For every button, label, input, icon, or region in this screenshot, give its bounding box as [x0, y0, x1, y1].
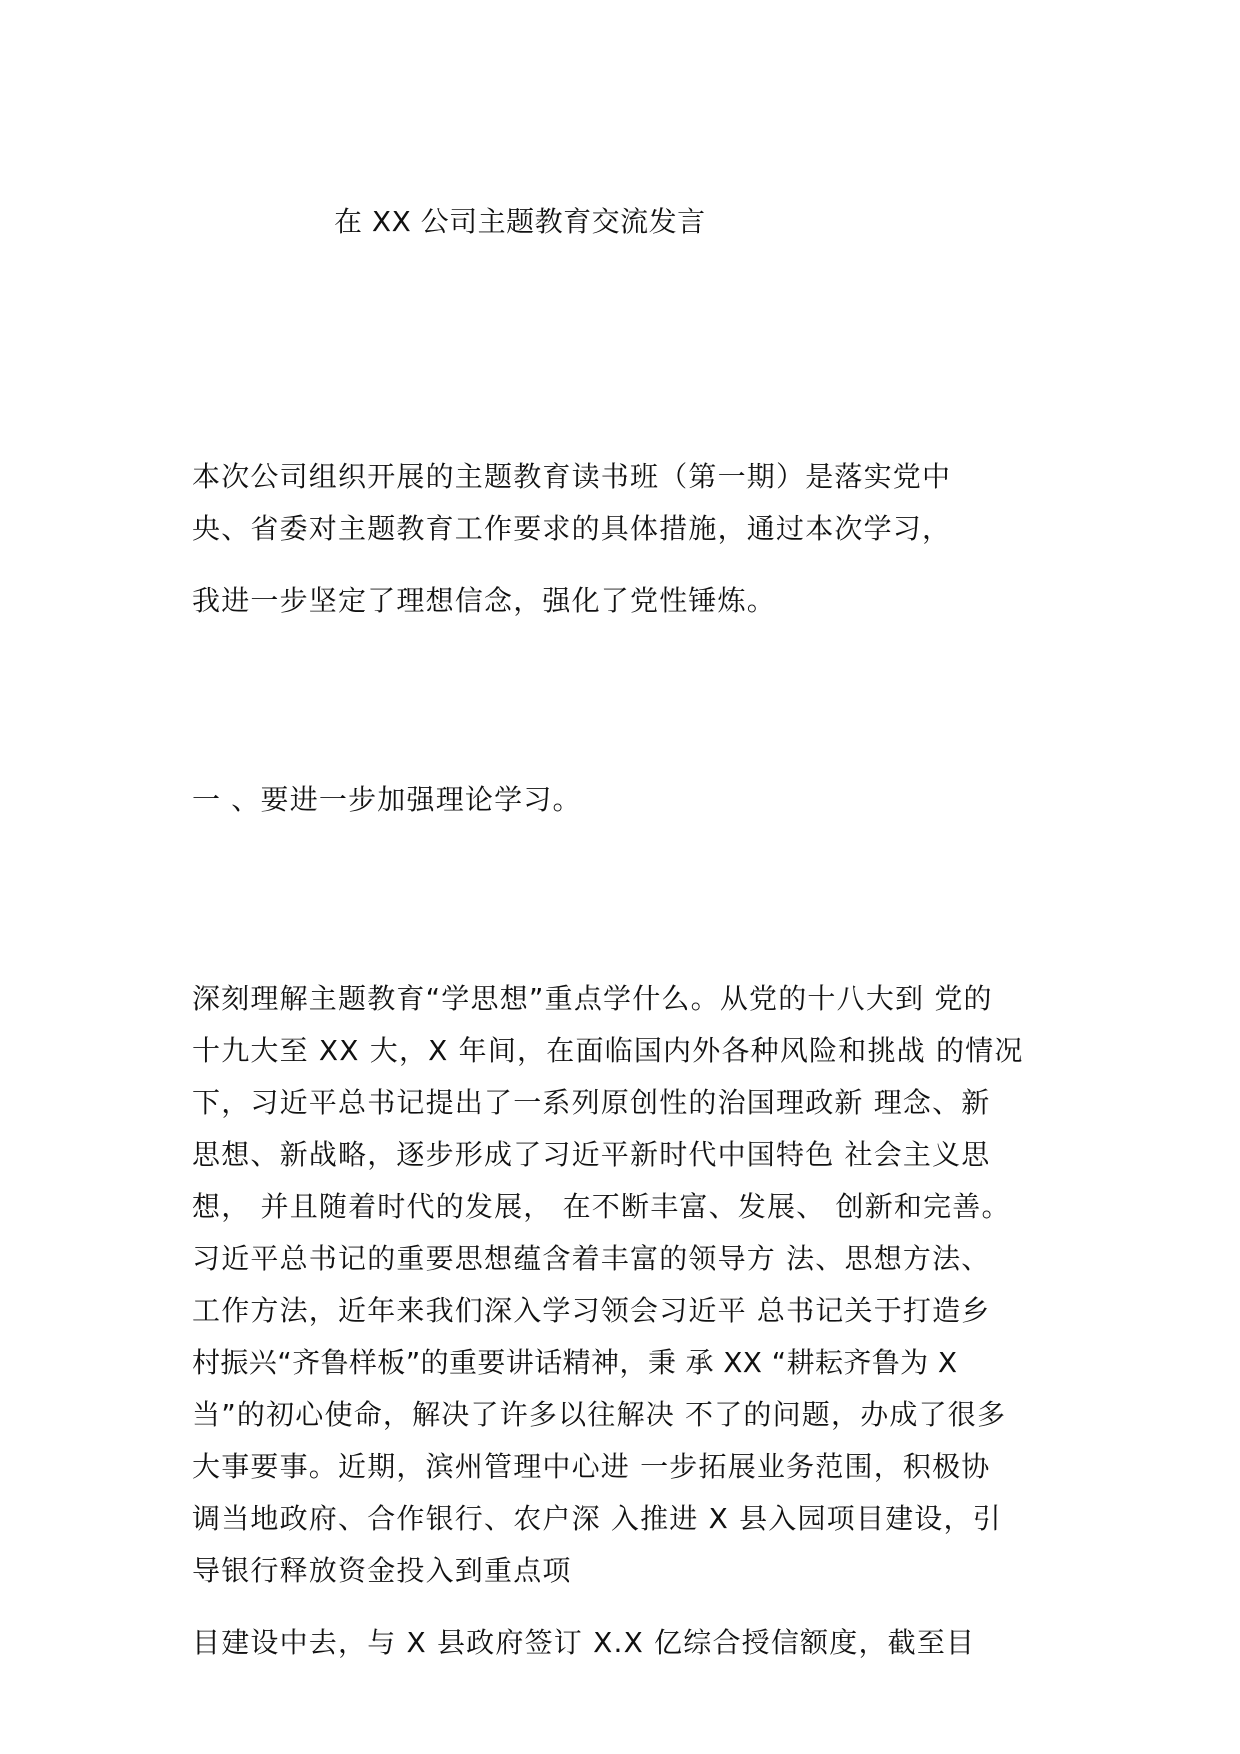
body-line: 工作方法，近年来我们深入学习领会习近平 总书记关于打造乡 [192, 1294, 991, 1327]
body-line: 下，习近平总书记提出了一系列原创性的治国理政新 理念、新 [192, 1086, 991, 1119]
body-line: 大事要事。近期，滨州管理中心进 一步拓展业务范围，积极协 [192, 1450, 991, 1483]
body-line: 十九大至 XX 大，X 年间，在面临国内外各种风险和挑战 的情况 [192, 1034, 1024, 1067]
body-line: 习近平总书记的重要思想蕴含着丰富的领导方 法、思想方法、 [192, 1242, 991, 1275]
body-line: 深刻理解主题教育“学思想”重点学什么。从党的十八大到 党的 [192, 982, 993, 1015]
body-line: 思想、新战略，逐步形成了习近平新时代中国特色 社会主义思 [192, 1138, 991, 1171]
intro-line: 本次公司组织开展的主题教育读书班（第一期）是落实党中 [192, 460, 952, 493]
body-line: 当”的初心使命，解决了许多以往解决 不了的问题，办成了很多 [192, 1398, 1007, 1431]
body-line: 想， 并且随着时代的发展， 在不断丰富、发展、 创新和完善。 [192, 1190, 1011, 1223]
body-line: 导银行释放资金投入到重点项 [192, 1554, 572, 1587]
document-title: 在 XX 公司主题教育交流发言 [334, 205, 706, 238]
body-line: 调当地政府、合作银行、农户深 入推进 X 县入园项目建设，引 [192, 1502, 1002, 1535]
intro-line: 我进一步坚定了理想信念，强化了党性锤炼。 [192, 584, 777, 617]
section-heading: 一 、要进一步加强理论学习。 [192, 783, 582, 816]
intro-line: 央、省委对主题教育工作要求的具体措施，通过本次学习， [192, 512, 952, 545]
body-line: 目建设中去，与 X 县政府签订 X.X 亿综合授信额度，截至目 [192, 1626, 976, 1659]
body-line: 村振兴“齐鲁样板”的重要讲话精神，秉 承 XX “耕耘齐鲁为 X [192, 1346, 958, 1379]
